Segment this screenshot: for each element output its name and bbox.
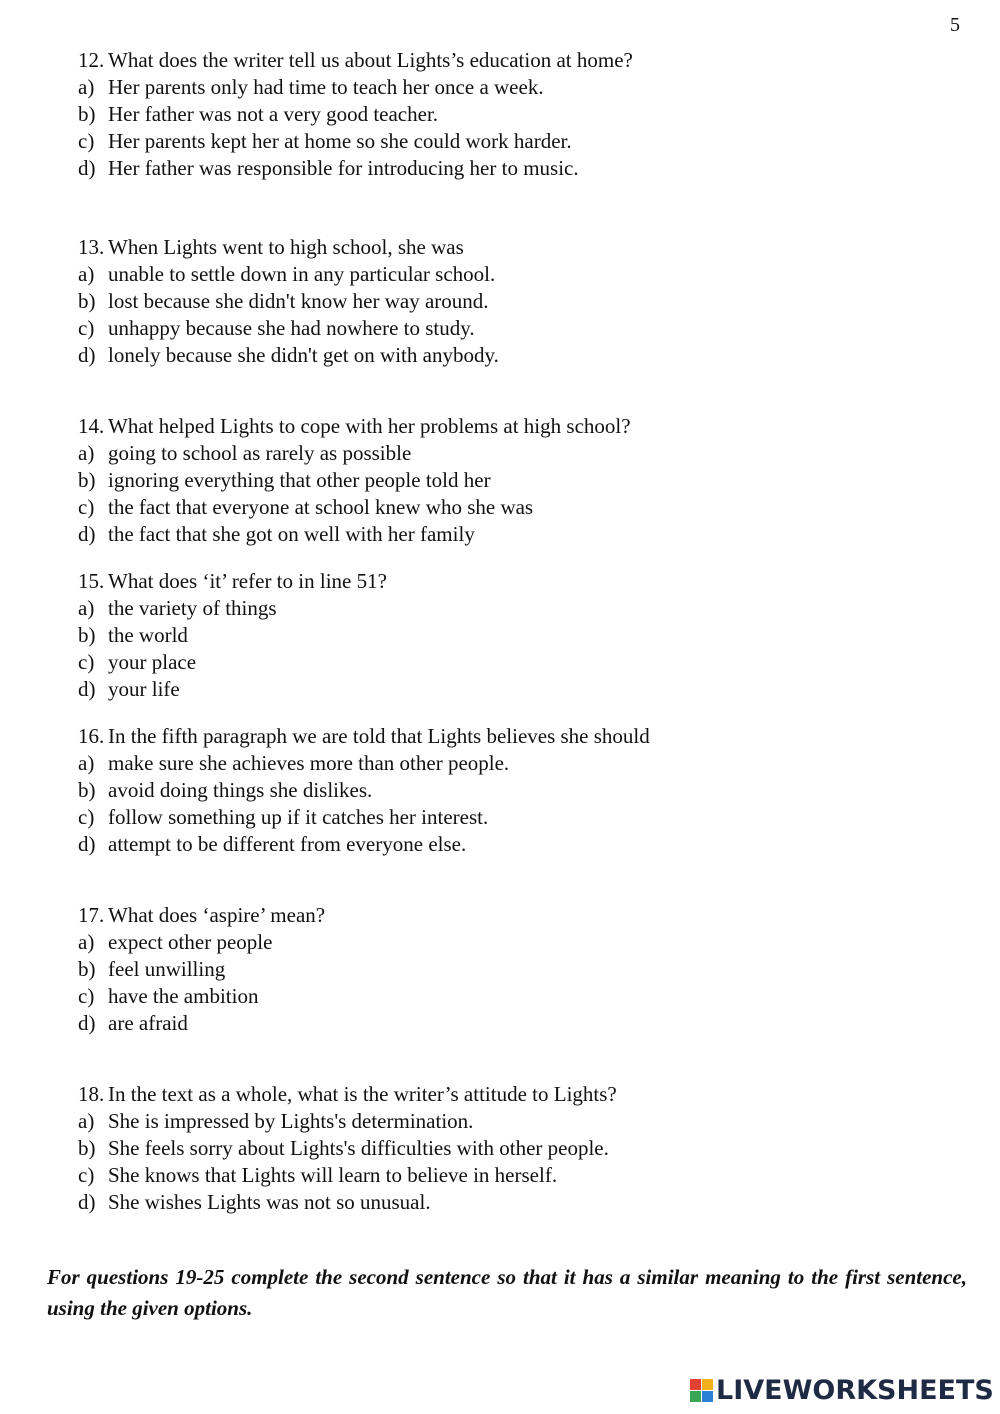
option-c bbox=[78, 983, 958, 1010]
option-letter: a) bbox=[78, 930, 95, 954]
option-letter: c) bbox=[78, 129, 95, 153]
option-text: lonely because she didn't get on with anybody. bbox=[108, 343, 499, 367]
question-16 bbox=[78, 723, 958, 858]
question-12 bbox=[78, 47, 958, 182]
option-letter: b) bbox=[78, 289, 96, 313]
option-b bbox=[78, 956, 958, 983]
option-d bbox=[78, 521, 958, 548]
logo-tile-l bbox=[690, 1379, 701, 1390]
liveworksheets-logo[interactable] bbox=[690, 1372, 994, 1408]
option-letter: d) bbox=[78, 1011, 96, 1035]
option-letter: c) bbox=[78, 495, 95, 519]
option-d bbox=[78, 1010, 958, 1037]
option-letter: d) bbox=[78, 156, 96, 180]
option-b bbox=[78, 622, 958, 649]
option-text: Her parents only had time to teach her once a week. bbox=[108, 75, 544, 99]
option-text: expect other people bbox=[108, 930, 273, 954]
question-title bbox=[78, 47, 958, 74]
question-title bbox=[78, 568, 958, 595]
option-b bbox=[78, 777, 958, 804]
page-number: 5 bbox=[950, 14, 960, 36]
question-number: 18. bbox=[78, 1082, 105, 1106]
option-letter: d) bbox=[78, 1190, 96, 1214]
question-text: What does ‘aspire’ mean? bbox=[108, 903, 326, 927]
option-letter: a) bbox=[78, 75, 95, 99]
option-letter: a) bbox=[78, 262, 95, 286]
option-a bbox=[78, 261, 958, 288]
liveworksheets-wordmark: LIVEWORKSHEETS bbox=[716, 1374, 994, 1406]
option-text: avoid doing things she dislikes. bbox=[108, 778, 373, 802]
option-c bbox=[78, 649, 958, 676]
question-text: In the text as a whole, what is the writer’s attitude to Lights? bbox=[108, 1082, 617, 1106]
option-letter: c) bbox=[78, 805, 95, 829]
question-number: 14. bbox=[78, 414, 105, 438]
option-b bbox=[78, 1135, 958, 1162]
logo-tile-v bbox=[690, 1391, 701, 1402]
option-a bbox=[78, 929, 958, 956]
option-text: your place bbox=[108, 650, 197, 674]
option-text: She wishes Lights was not so unusual. bbox=[108, 1190, 431, 1214]
option-text: attempt to be different from everyone else. bbox=[108, 832, 467, 856]
option-letter: b) bbox=[78, 957, 96, 981]
option-b bbox=[78, 288, 958, 315]
question-18 bbox=[78, 1081, 958, 1216]
question-15 bbox=[78, 568, 958, 703]
option-text: lost because she didn't know her way around. bbox=[108, 289, 489, 313]
option-a bbox=[78, 74, 958, 101]
option-text: the world bbox=[108, 623, 188, 647]
liveworksheets-icon bbox=[690, 1379, 713, 1402]
option-text: make sure she achieves more than other people. bbox=[108, 751, 510, 775]
question-number: 16. bbox=[78, 724, 105, 748]
option-d bbox=[78, 155, 958, 182]
question-text: In the fifth paragraph we are told that Lights believes she should bbox=[108, 724, 650, 748]
option-letter: d) bbox=[78, 343, 96, 367]
question-number: 13. bbox=[78, 235, 105, 259]
option-text: going to school as rarely as possible bbox=[108, 441, 412, 465]
option-a bbox=[78, 1108, 958, 1135]
option-letter: a) bbox=[78, 1109, 95, 1133]
option-letter: a) bbox=[78, 596, 95, 620]
option-d bbox=[78, 1189, 958, 1216]
question-number: 15. bbox=[78, 569, 105, 593]
question-14 bbox=[78, 413, 958, 548]
option-text: are afraid bbox=[108, 1011, 188, 1035]
option-c bbox=[78, 494, 958, 521]
question-text: What helped Lights to cope with her problems at high school? bbox=[108, 414, 631, 438]
question-text: What does the writer tell us about Lights’s education at home? bbox=[108, 48, 633, 72]
option-c bbox=[78, 315, 958, 342]
option-text: the fact that everyone at school knew who she was bbox=[108, 495, 534, 519]
option-letter: b) bbox=[78, 468, 96, 492]
option-c bbox=[78, 1162, 958, 1189]
question-number: 12. bbox=[78, 48, 105, 72]
option-a bbox=[78, 750, 958, 777]
option-c bbox=[78, 804, 958, 831]
option-text: unhappy because she had nowhere to study. bbox=[108, 316, 475, 340]
question-13 bbox=[78, 234, 958, 369]
option-letter: d) bbox=[78, 522, 96, 546]
option-text: She feels sorry about Lights's difficulties with other people. bbox=[108, 1136, 609, 1160]
option-letter: c) bbox=[78, 1163, 95, 1187]
option-text: She is impressed by Lights's determination. bbox=[108, 1109, 474, 1133]
option-text: the fact that she got on well with her family bbox=[108, 522, 475, 546]
option-text: Her father was responsible for introducing her to music. bbox=[108, 156, 579, 180]
option-letter: a) bbox=[78, 441, 95, 465]
option-c bbox=[78, 128, 958, 155]
question-title bbox=[78, 1081, 958, 1108]
question-title bbox=[78, 723, 958, 750]
option-b bbox=[78, 101, 958, 128]
question-title bbox=[78, 234, 958, 261]
logo-tile-e bbox=[702, 1391, 713, 1402]
question-number: 17. bbox=[78, 903, 105, 927]
option-text: ignoring everything that other people told her bbox=[108, 468, 491, 492]
option-text: feel unwilling bbox=[108, 957, 226, 981]
option-letter: d) bbox=[78, 832, 96, 856]
option-text: She knows that Lights will learn to believe in herself. bbox=[108, 1163, 558, 1187]
question-text: What does ‘it’ refer to in line 51? bbox=[108, 569, 387, 593]
instruction-text: For questions 19-25 complete the second sentence so that it has a similar meaning to the first sentence, using the given options. bbox=[47, 1265, 967, 1320]
question-text: When Lights went to high school, she was bbox=[108, 235, 464, 259]
option-a bbox=[78, 595, 958, 622]
option-letter: c) bbox=[78, 650, 95, 674]
option-letter: b) bbox=[78, 1136, 96, 1160]
option-letter: b) bbox=[78, 778, 96, 802]
option-letter: a) bbox=[78, 751, 95, 775]
option-letter: b) bbox=[78, 623, 96, 647]
option-letter: d) bbox=[78, 677, 96, 701]
option-letter: b) bbox=[78, 102, 96, 126]
option-b bbox=[78, 467, 958, 494]
question-title bbox=[78, 902, 958, 929]
option-letter: c) bbox=[78, 316, 95, 340]
option-text: Her parents kept her at home so she could work harder. bbox=[108, 129, 572, 153]
option-text: your life bbox=[108, 677, 180, 701]
logo-tile-i bbox=[702, 1379, 713, 1390]
option-text: follow something up if it catches her interest. bbox=[108, 805, 489, 829]
option-d bbox=[78, 831, 958, 858]
option-letter: c) bbox=[78, 984, 95, 1008]
question-17 bbox=[78, 902, 958, 1037]
question-title bbox=[78, 413, 958, 440]
option-d bbox=[78, 676, 958, 703]
option-text: the variety of things bbox=[108, 596, 277, 620]
option-text: Her father was not a very good teacher. bbox=[108, 102, 439, 126]
option-d bbox=[78, 342, 958, 369]
option-text: unable to settle down in any particular school. bbox=[108, 262, 496, 286]
option-text: have the ambition bbox=[108, 984, 259, 1008]
option-a bbox=[78, 440, 958, 467]
